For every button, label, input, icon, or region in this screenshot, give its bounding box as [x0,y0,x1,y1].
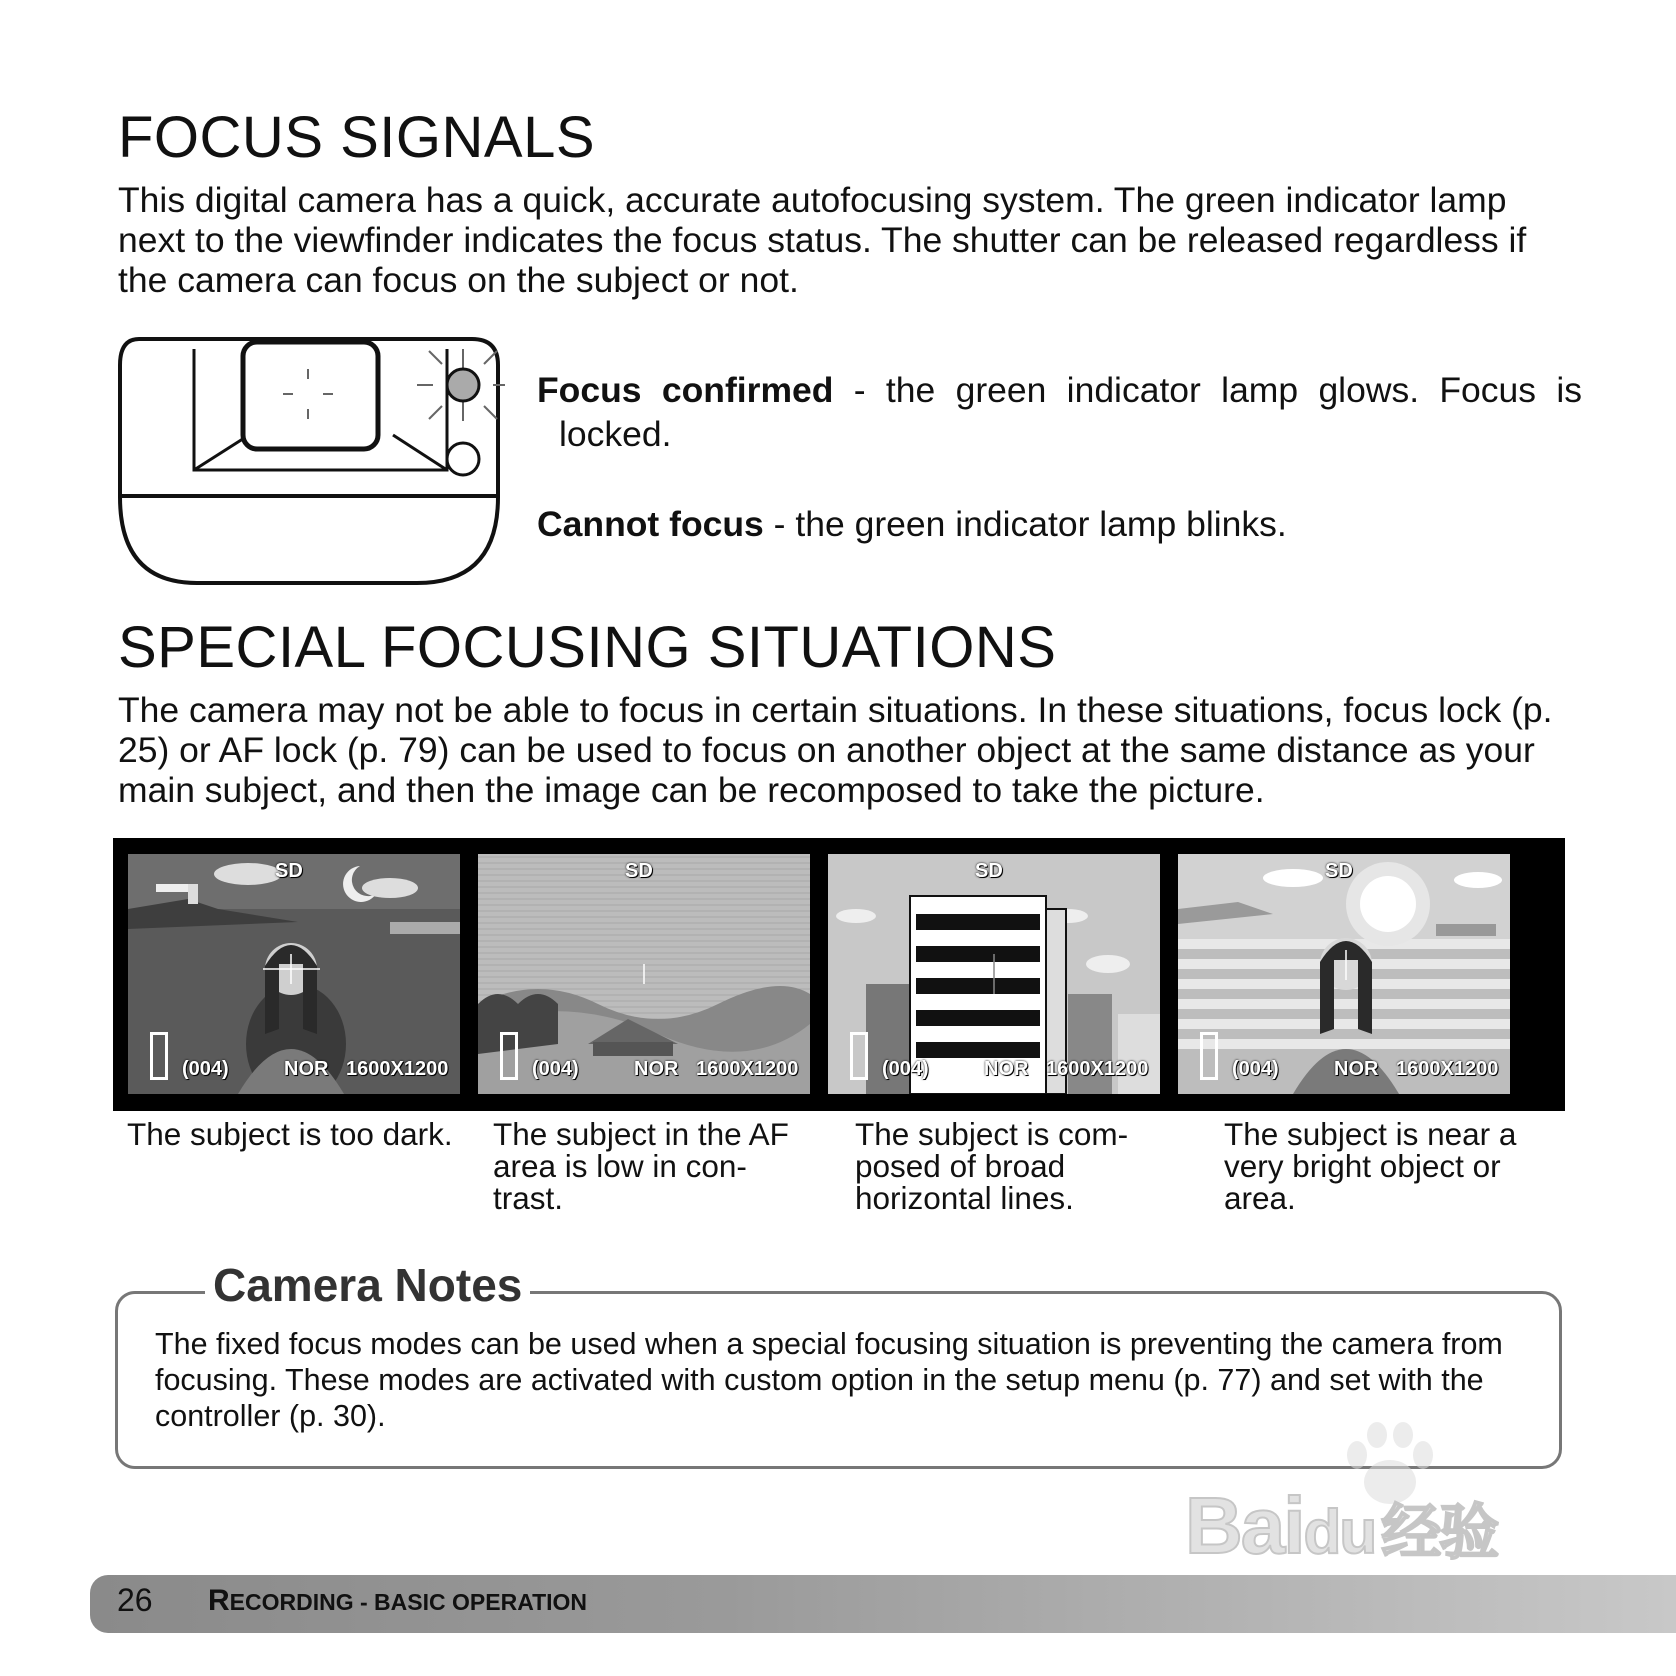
caption-too-dark: The subject is too dark. [127,1116,453,1152]
quality-label: NOR [1334,1058,1379,1080]
image-size-label: 1600X1200 [1396,1058,1499,1080]
page-number: 26 [117,1582,153,1618]
quality-label: NOR [634,1058,679,1080]
footer-section-initial: R [208,1584,230,1617]
situation-image-strip [113,838,1565,1111]
lcd-overlay [128,854,460,1094]
lcd-overlay [478,854,810,1094]
card-indicator: SD [275,860,303,882]
signal-cannot-focus [537,502,1560,546]
camera-back-illustration [117,337,505,590]
watermark-du: du [1303,1498,1376,1567]
card-indicator: SD [1325,860,1353,882]
footer-section-title [208,1584,587,1618]
heading-focus-signals: FOCUS SIGNALS [118,105,596,170]
camera-notes-text: The fixed focus modes can be used when a special focusing situation is preventing the camera from focusing. These modes are activated with custom option in the setup menu (p. 77) and set with the controller (p. 30). [155,1327,1503,1433]
card-indicator: SD [625,860,653,882]
signal-term: Cannot focus [537,504,764,544]
quality-label: NOR [984,1058,1029,1080]
second-lamp [447,443,479,475]
lcd-overlay [1178,854,1510,1094]
watermark-logo [1185,1480,1497,1572]
watermark-bai: Bai [1185,1481,1304,1570]
frame-counter: (004) [1232,1058,1279,1080]
battery-icon [1200,1032,1218,1080]
quality-label: NOR [284,1058,329,1080]
caption-horizontal-lines: The subject is com-posed of broad horizontal lines. [855,1116,1129,1216]
signal-desc: - the green indicator lamp blinks. [763,504,1287,544]
card-indicator: SD [975,860,1003,882]
footer-section-rest: ECORDING - BASIC OPERATION [229,1589,588,1615]
frame-counter: (004) [882,1058,929,1080]
signal-term: Focus confirmed [537,370,834,410]
lcd-overlay [828,854,1160,1094]
watermark-cn: 经验 [1381,1499,1498,1566]
green-indicator-lamp [447,369,479,401]
signal-focus-confirmed [537,368,1582,456]
battery-icon [500,1032,518,1080]
caption-low-contrast: The subject in the AF area is low in con-trast. [493,1116,789,1216]
battery-icon [150,1032,168,1080]
image-size-label: 1600X1200 [1046,1058,1149,1080]
focus-signals-text: This digital camera has a quick, accurate autofocusing system. The green indicator lamp next to the viewfinder indicates the focus status. The shutter can be released regardless if the camera can focus on the subject or not. [118,180,1527,300]
image-size-label: 1600X1200 [696,1058,799,1080]
signal-desc: - the green indicator lamp glows. Focus is locked. [559,370,1582,454]
heading-special-focusing: SPECIAL FOCUSING SITUATIONS [118,615,1057,680]
image-size-label: 1600X1200 [346,1058,449,1080]
camera-notes-title: Camera Notes [205,1258,530,1312]
frame-counter: (004) [532,1058,579,1080]
battery-icon [850,1032,868,1080]
special-focusing-text: The camera may not be able to focus in certain situations. In these situations, focus lock (p. 25) or AF lock (p. 79) can be used to focus on another object at the same distance as your main subject, and then the image can be recomposed to take the picture. [118,690,1553,810]
frame-counter: (004) [182,1058,229,1080]
caption-bright-object: The subject is near a very bright object or area. [1224,1116,1517,1216]
